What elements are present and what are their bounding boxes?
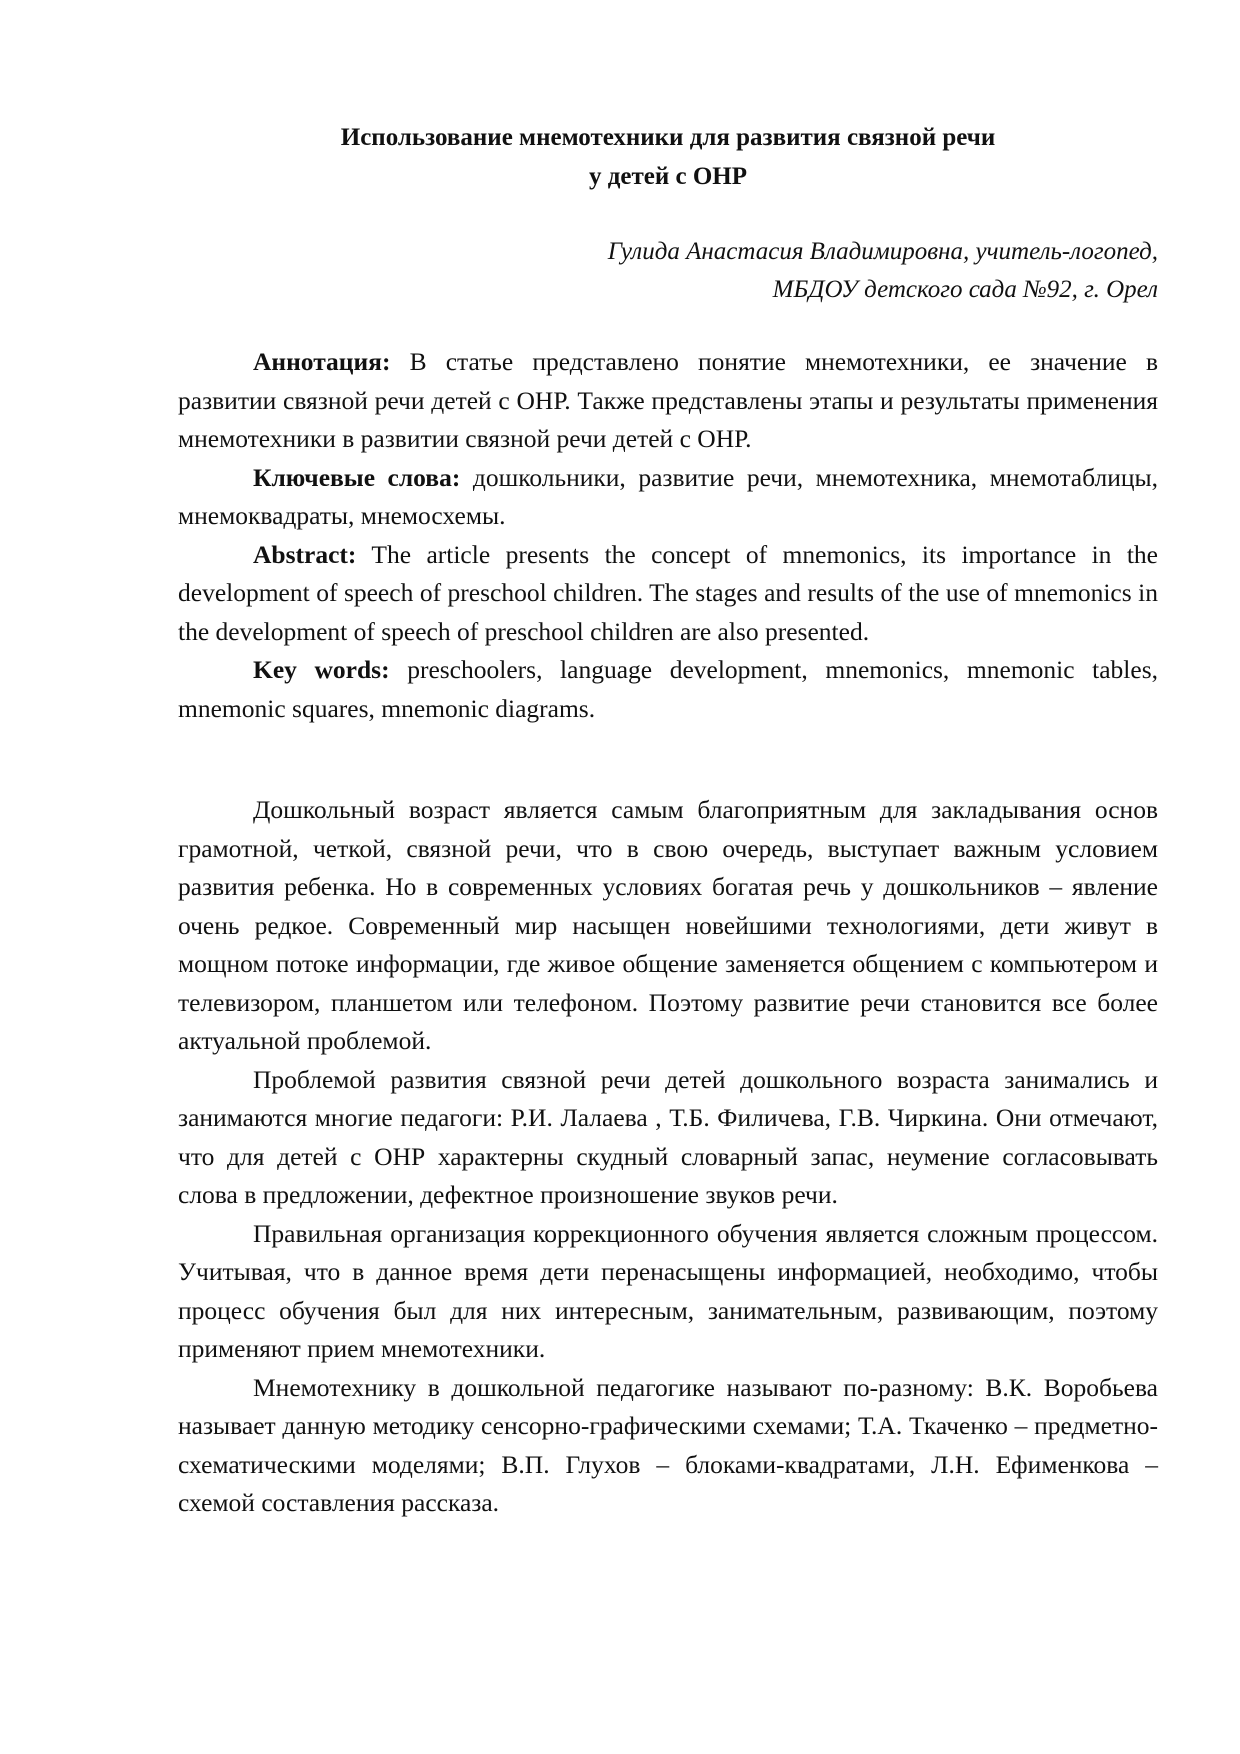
annotation-ru — [178, 343, 1158, 459]
keywords-en-text: preschoolers, language development, mnemonics, mnemonic tables, mnemonic squares, mnemonic diagrams. — [178, 655, 1159, 723]
article-title — [178, 118, 1158, 196]
body-paragraph-4: Мнемотехнику в дошкольной педагогике называют по-разному: В.К. Воробьева называет данную методику сенсорно-графическими схемами; Т.А. Ткаченко – предметно-схематическими моделями; В.П. Глухов – блоками-квадратами, Л.Н. Ефименкова – схемой составления рассказа. — [178, 1372, 1158, 1517]
keywords-en-label: Key words: — [253, 655, 390, 684]
keywords-ru — [178, 459, 1158, 536]
abstract-en — [178, 536, 1158, 652]
author-info — [178, 233, 1158, 309]
author-affiliation: МБДОУ детского сада №92, г. Орел — [772, 276, 1158, 303]
abstract-en-label: Abstract: — [253, 539, 357, 569]
body-paragraph-2: Проблемой развития связной речи детей дошкольного возраста занимались и занимаются многие педагоги: Р.И. Лалаева , Т.Б. Филичева, Г.В. Чиркина. Они отмечают, что для детей с ОНР характерны скудный словарный запас, неумение согласовывать слова в предложении, дефектное произношение звуков речи. — [178, 1064, 1158, 1209]
body-section — [178, 791, 1158, 1523]
author-name-position: Гулида Анастасия Владимировна, учитель-логопед, — [607, 238, 1158, 265]
document-page — [178, 118, 1158, 1523]
body-paragraph-3: Правильная организация коррекционного обучения является сложным процессом. Учитывая, что в данное время дети перенасыщены информацией, необходимо, чтобы процесс обучения был для них интересным, занимательным, развивающим, поэтому применяют прием мнемотехники. — [178, 1218, 1158, 1363]
keywords-ru-text: дошкольники, развитие речи, мнемотехника, мнемотаблицы, мнемоквадраты, мнемосхемы. — [178, 462, 1158, 530]
body-paragraph-1: Дошкольный возраст является самым благоприятным для закладывания основ грамотной, четкой, связной речи, что в свою очередь, выступает важным условием развития ребенка. Но в современных условиях богатая речь у дошкольников – явление очень редкое. Современный мир насыщен новейшими технологиями, дети живут в мощном потоке информации, где живое общение заменяется общением с компьютером и телевизором, планшетом или телефоном. Поэтому развитие речи становится все более актуальной проблемой. — [178, 795, 1158, 1055]
title-line-2: у детей с ОНР — [588, 163, 748, 190]
annotation-ru-text: В статье представлено понятие мнемотехники, ее значение в развитии связной речи детей с ОНР. Также представлены этапы и результаты применения мнемотехники в развитии связной речи детей с ОНР. — [178, 347, 1158, 453]
keywords-en — [178, 651, 1158, 728]
keywords-ru-label: Ключевые слова: — [253, 462, 461, 492]
abstract-en-text: The article presents the concept of mnemonics, its importance in the development of speech of preschool children. The stages and results of the use of mnemonics in the development of speech of preschool children are also presented. — [178, 539, 1159, 646]
title-line-1: Использование мнемотехники для развития связной речи — [340, 124, 996, 151]
abstract-section — [178, 343, 1158, 728]
annotation-ru-label: Аннотация: — [253, 347, 391, 376]
